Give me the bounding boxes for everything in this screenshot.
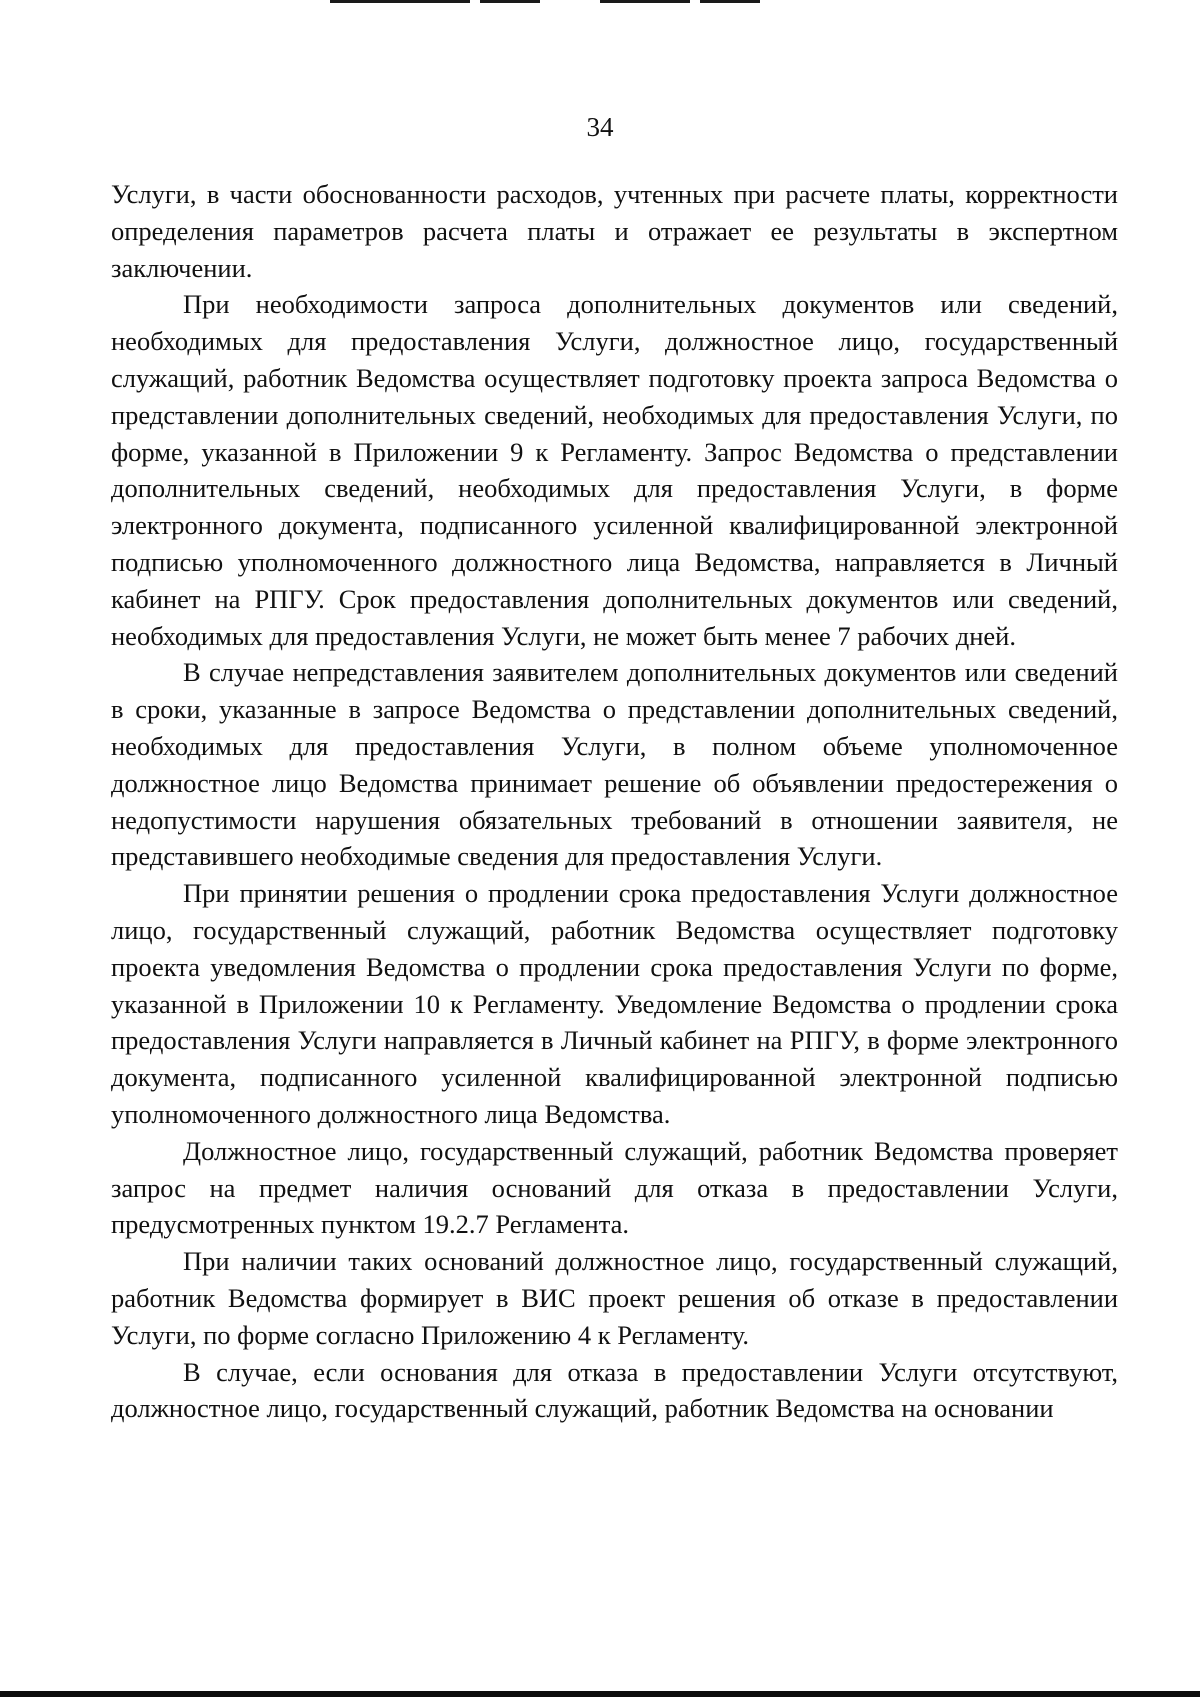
paragraph-3: В случае непредставления заявителем дополнительных документов или сведений в сроки, указанные в запросе Ведомства о представлении дополнительных сведений, необходимых для предоставления Услуги, в полном объеме уполномоченное должностное лицо Ведомства принимает решение об объявлении предостережения о недопустимости нарушения обязательных требований в отношении заявителя, не представившего необходимые сведения для предоставления Услуги. xyxy=(111,657,1118,872)
paragraph-2: При необходимости запроса дополнительных документов или сведений, необходимых для предоставления Услуги, должностное лицо, государственный служащий, работник Ведомства осуществляет подготовку проекта запроса Ведомства о представлении дополнительных сведений, необходимых для предоставления Услуги, по форме, указанной в Приложении 9 к Регламенту. Запрос Ведомства о представлении дополнительных сведений, необходимых для предоставления Услуги, в форме электронного документа, подписанного усиленной квалифицированной электронной подписью уполномоченного должностного лица Ведомства, направляется в Личный кабинет на РПГУ. Срок предоставления дополнительных документов или сведений, необходимых для предоставления Услуги, не может быть менее 7 рабочих дней. xyxy=(111,289,1118,651)
paragraph-4: При принятии решения о продлении срока предоставления Услуги должностное лицо, государственный служащий, работник Ведомства осуществляет подготовку проекта уведомления Ведомства о продлении срока предоставления Услуги по форме, указанной в Приложении 10 к Регламенту. Уведомление Ведомства о продлении срока предоставления Услуги направляется в Личный кабинет на РПГУ, в форме электронного документа, подписанного усиленной квалифицированной электронной подписью уполномоченного должностного лица Ведомства. xyxy=(111,878,1118,1129)
scan-top-edge xyxy=(0,0,1200,4)
paragraph-5: Должностное лицо, государственный служащий, работник Ведомства проверяет запрос на предмет наличия оснований для отказа в предоставлении Услуги, предусмотренных пунктом 19.2.7 Регламента. xyxy=(111,1135,1118,1240)
scan-bottom-edge xyxy=(0,1691,1200,1697)
document-body xyxy=(111,176,1118,1427)
page-number: 34 xyxy=(586,112,614,142)
paragraph-7: В случае, если основания для отказа в предоставлении Услуги отсутствуют, должностное лицо, государственный служащий, работник Ведомства на основании xyxy=(111,1356,1118,1424)
paragraph-6: При наличии таких оснований должностное лицо, государственный служащий, работник Ведомства формирует в ВИС проект решения об отказе в предоставлении Услуги, по форме согласно Приложению 4 к Регламенту. xyxy=(111,1246,1118,1350)
paragraph-1: Услуги, в части обоснованности расходов, учтенных при расчете платы, корректности определения параметров расчета платы и отражает ее результаты в экспертном заключении. xyxy=(111,179,1118,283)
